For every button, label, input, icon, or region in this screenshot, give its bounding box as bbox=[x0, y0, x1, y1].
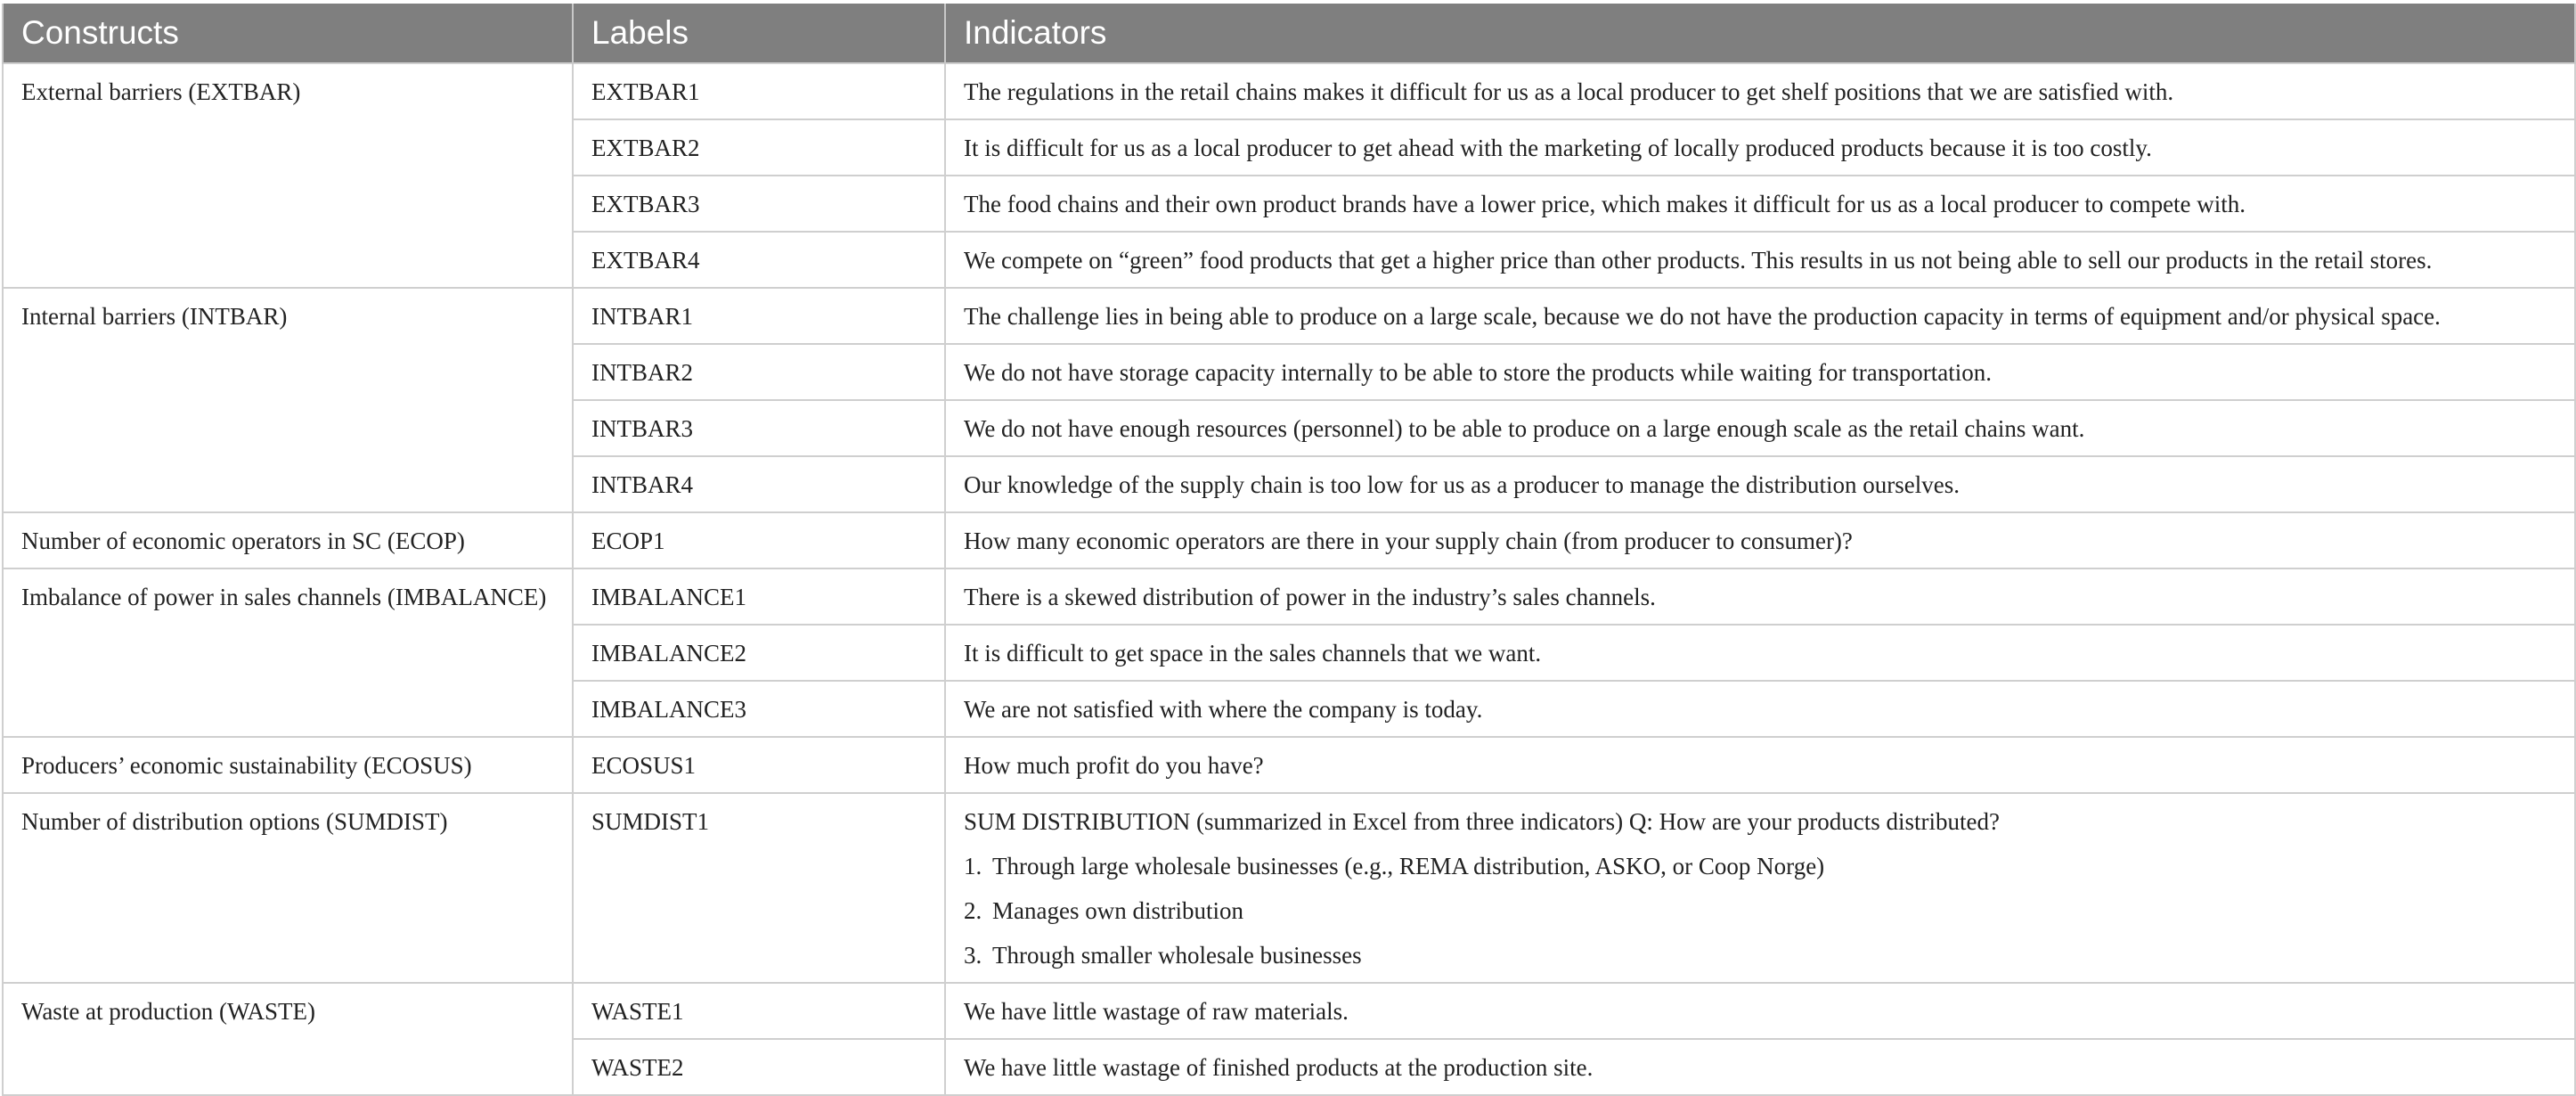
table-row bbox=[3, 793, 2575, 983]
header-labels: Labels bbox=[573, 4, 945, 63]
table-row bbox=[3, 568, 2575, 625]
indicator-options-list bbox=[964, 844, 2556, 977]
indicator-cell: We have little wastage of raw materials. bbox=[945, 983, 2575, 1039]
label-cell: WASTE1 bbox=[573, 983, 945, 1039]
construct-cell: Imbalance of power in sales channels (IMBALANCE) bbox=[3, 568, 573, 737]
label-cell: SUMDIST1 bbox=[573, 793, 945, 983]
indicator-cell: We are not satisfied with where the company is today. bbox=[945, 681, 2575, 737]
construct-cell: Number of distribution options (SUMDIST) bbox=[3, 793, 573, 983]
constructs-table bbox=[2, 4, 2576, 1096]
table-row bbox=[3, 512, 2575, 568]
label-cell: INTBAR4 bbox=[573, 456, 945, 512]
list-item bbox=[964, 844, 2556, 888]
indicator-cell: Our knowledge of the supply chain is too low for us as a producer to manage the distribution ourselves. bbox=[945, 456, 2575, 512]
table-header bbox=[3, 4, 2575, 63]
list-item-text: Manages own distribution bbox=[992, 897, 1243, 924]
label-cell: IMBALANCE2 bbox=[573, 625, 945, 681]
indicator-cell: The regulations in the retail chains makes it difficult for us as a local producer to get shelf positions that we are satisfied with. bbox=[945, 63, 2575, 119]
indicator-cell: There is a skewed distribution of power in the industry’s sales channels. bbox=[945, 568, 2575, 625]
indicator-cell: The food chains and their own product brands have a lower price, which makes it difficult for us as a local producer to compete with. bbox=[945, 176, 2575, 232]
table-body bbox=[3, 63, 2575, 1095]
label-cell: INTBAR3 bbox=[573, 400, 945, 456]
header-indicators: Indicators bbox=[945, 4, 2575, 63]
indicator-cell bbox=[945, 793, 2575, 983]
construct-cell: Internal barriers (INTBAR) bbox=[3, 288, 573, 512]
header-row bbox=[3, 4, 2575, 63]
indicator-cell: The challenge lies in being able to produce on a large scale, because we do not have the production capacity in terms of equipment and/or physical space. bbox=[945, 288, 2575, 344]
table-row bbox=[3, 288, 2575, 344]
label-cell: WASTE2 bbox=[573, 1039, 945, 1095]
label-cell: EXTBAR4 bbox=[573, 232, 945, 288]
label-cell: IMBALANCE1 bbox=[573, 568, 945, 625]
indicator-cell: How many economic operators are there in your supply chain (from producer to consumer)? bbox=[945, 512, 2575, 568]
list-item bbox=[964, 888, 2556, 933]
label-cell: ECOP1 bbox=[573, 512, 945, 568]
list-item-number: 1. bbox=[964, 853, 982, 879]
construct-cell: Producers’ economic sustainability (ECOSUS) bbox=[3, 737, 573, 793]
indicator-cell: We have little wastage of finished products at the production site. bbox=[945, 1039, 2575, 1095]
list-item-text: Through smaller wholesale businesses bbox=[992, 942, 1362, 969]
construct-cell: Number of economic operators in SC (ECOP) bbox=[3, 512, 573, 568]
list-item-text: Through large wholesale businesses (e.g., REMA distribution, ASKO, or Coop Norge) bbox=[992, 853, 1825, 879]
label-cell: IMBALANCE3 bbox=[573, 681, 945, 737]
indicator-cell: It is difficult to get space in the sales channels that we want. bbox=[945, 625, 2575, 681]
table-row bbox=[3, 737, 2575, 793]
indicator-cell: How much profit do you have? bbox=[945, 737, 2575, 793]
list-item-number: 3. bbox=[964, 942, 982, 969]
header-constructs: Constructs bbox=[3, 4, 573, 63]
list-item bbox=[964, 933, 2556, 977]
indicator-cell: We compete on “green” food products that get a higher price than other products. This results in us not being able to sell our products in the retail stores. bbox=[945, 232, 2575, 288]
label-cell: ECOSUS1 bbox=[573, 737, 945, 793]
table-row bbox=[3, 63, 2575, 119]
label-cell: EXTBAR2 bbox=[573, 119, 945, 176]
label-cell: INTBAR2 bbox=[573, 344, 945, 400]
construct-cell: External barriers (EXTBAR) bbox=[3, 63, 573, 288]
list-item-number: 2. bbox=[964, 897, 982, 924]
construct-cell: Waste at production (WASTE) bbox=[3, 983, 573, 1095]
table-row bbox=[3, 983, 2575, 1039]
indicator-cell: We do not have enough resources (personnel) to be able to produce on a large enough scale as the retail chains want. bbox=[945, 400, 2575, 456]
indicator-cell: We do not have storage capacity internally to be able to store the products while waiting for transportation. bbox=[945, 344, 2575, 400]
label-cell: EXTBAR3 bbox=[573, 176, 945, 232]
label-cell: EXTBAR1 bbox=[573, 63, 945, 119]
indicator-text: SUM DISTRIBUTION (summarized in Excel from three indicators) Q: How are your products distributed? bbox=[964, 808, 2000, 835]
indicator-cell: It is difficult for us as a local producer to get ahead with the marketing of locally produced products because it is too costly. bbox=[945, 119, 2575, 176]
label-cell: INTBAR1 bbox=[573, 288, 945, 344]
